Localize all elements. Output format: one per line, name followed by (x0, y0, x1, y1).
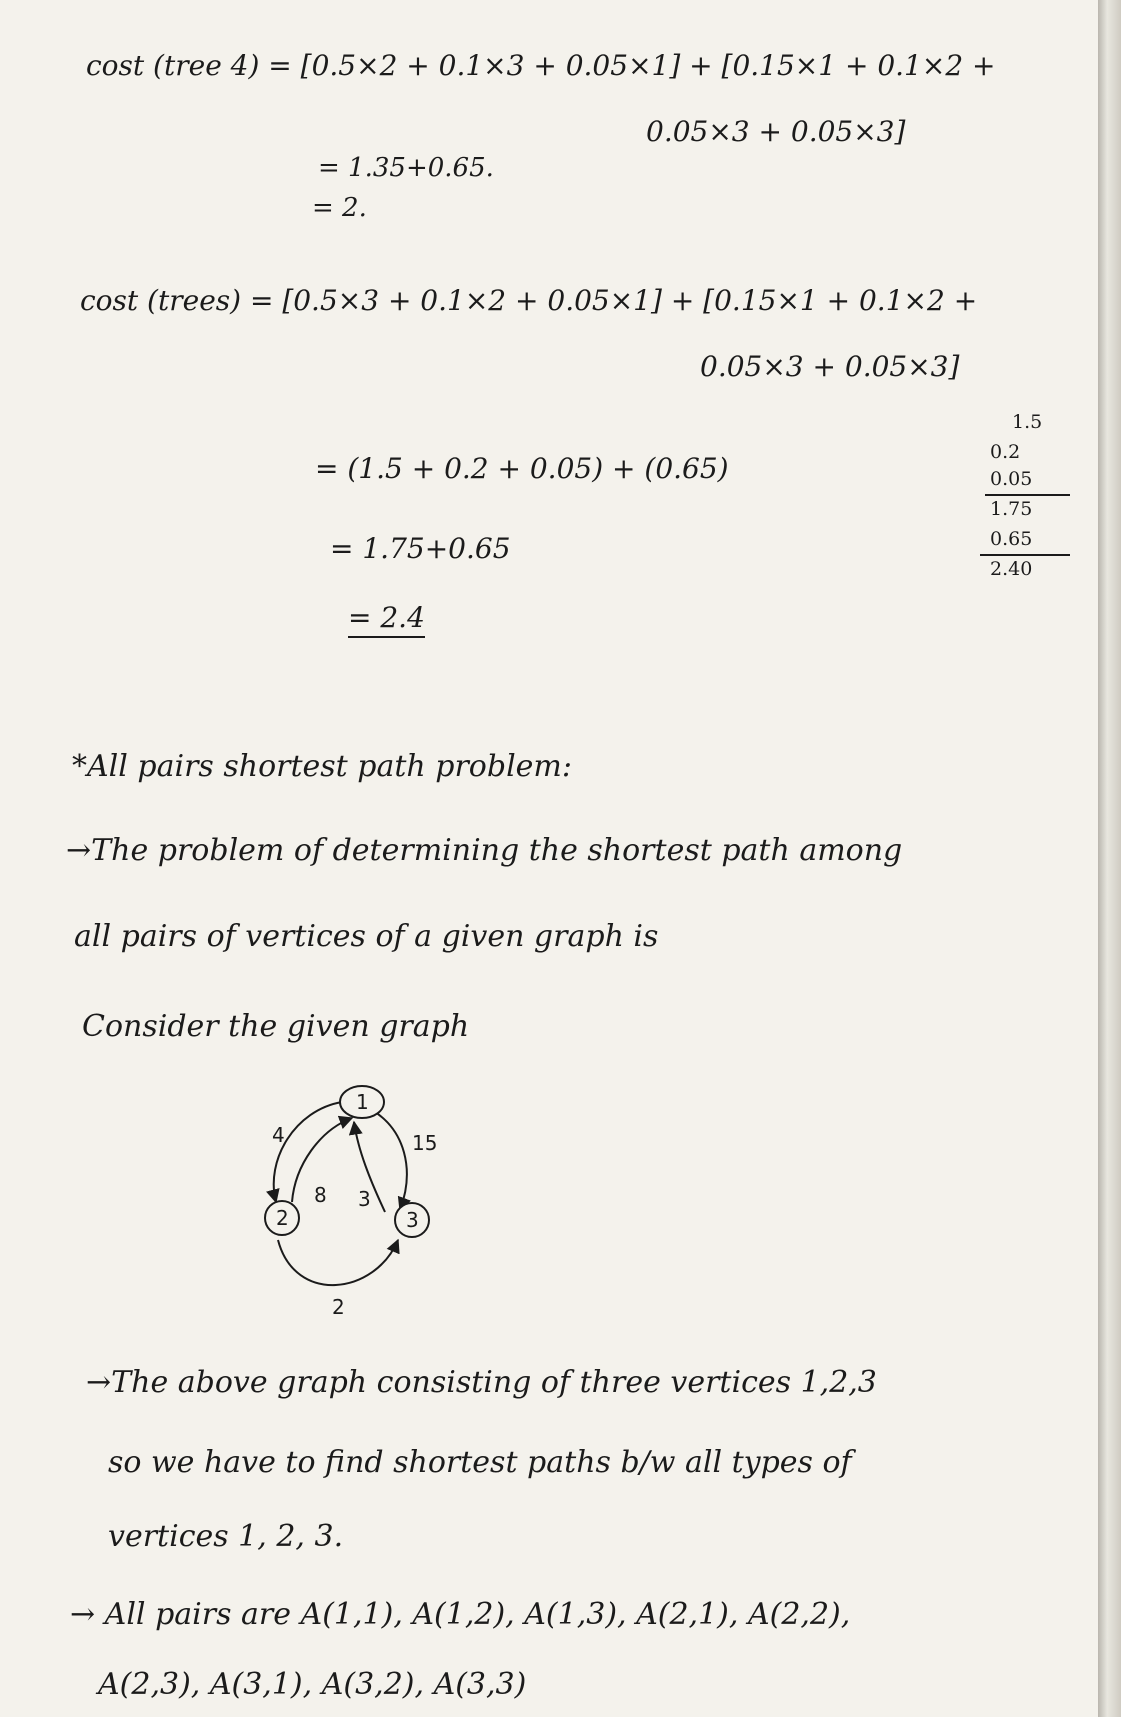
notebook-binding (1098, 0, 1121, 1717)
edge-weight-label: 3 (358, 1187, 371, 1211)
tree4-cost-line2: 0.05×3 + 0.05×3] (646, 115, 906, 148)
tree5-cost-line1: cost (trees) = [0.5×3 + 0.1×2 + 0.05×1] + [0.15×1 + 0.1×2 + (80, 284, 978, 317)
tree5-cost-line5 (348, 601, 425, 634)
tree4-cost-line4: = 2. (312, 193, 367, 223)
edge-weight-label: 4 (272, 1123, 285, 1147)
paragraph-line: so we have to find shortest paths b/w all types of (108, 1445, 852, 1480)
edge-2-to-3 (278, 1240, 398, 1285)
tree5-cost-line4: = 1.75+0.65 (330, 532, 511, 565)
paragraph-line: Consider the given graph (82, 1009, 470, 1044)
tree4-cost-line3: = 1.35+0.65. (318, 153, 494, 183)
section-heading: *All pairs shortest path problem: (72, 749, 572, 784)
side-sum-value: 1.5 (1012, 411, 1043, 433)
tree4-cost-line1: cost (tree 4) = [0.5×2 + 0.1×3 + 0.05×1] + [0.15×1 + 0.1×2 + (86, 49, 996, 82)
graph-diagram (240, 1080, 480, 1340)
side-sum-rule (980, 554, 1070, 556)
paragraph-line: all pairs of vertices of a given graph is (74, 919, 659, 954)
tree5-cost-line2: 0.05×3 + 0.05×3] (700, 350, 960, 383)
edge-1-to-2 (274, 1102, 342, 1202)
node-label: 3 (406, 1208, 419, 1232)
edge-weight-label: 2 (332, 1295, 345, 1319)
side-sum-rule (985, 494, 1070, 496)
node-label: 1 (356, 1090, 369, 1114)
edge-weight-label: 15 (412, 1131, 438, 1155)
paragraph-line: A(2,3), A(3,1), A(3,2), A(3,3) (98, 1667, 527, 1702)
side-sum-value: 0.05 (990, 468, 1033, 490)
edge-weight-label: 8 (314, 1183, 327, 1207)
tree5-cost-result: = 2.4 (348, 601, 425, 638)
side-sum-value: 0.65 (990, 528, 1033, 550)
node-label: 2 (276, 1206, 289, 1230)
paragraph-line: vertices 1, 2, 3. (108, 1519, 344, 1554)
paragraph-line: →The problem of determining the shortest path among (66, 833, 903, 868)
side-sum-value: 1.75 (990, 498, 1033, 520)
paragraph-line: → All pairs are A(1,1), A(1,2), A(1,3), A(2,1), A(2,2), (70, 1597, 851, 1632)
tree5-cost-line3: = (1.5 + 0.2 + 0.05) + (0.65) (315, 452, 729, 485)
side-sum-value: 0.2 (990, 441, 1021, 463)
side-sum-total: 2.40 (990, 558, 1033, 580)
paragraph-line: →The above graph consisting of three vertices 1,2,3 (86, 1365, 877, 1400)
